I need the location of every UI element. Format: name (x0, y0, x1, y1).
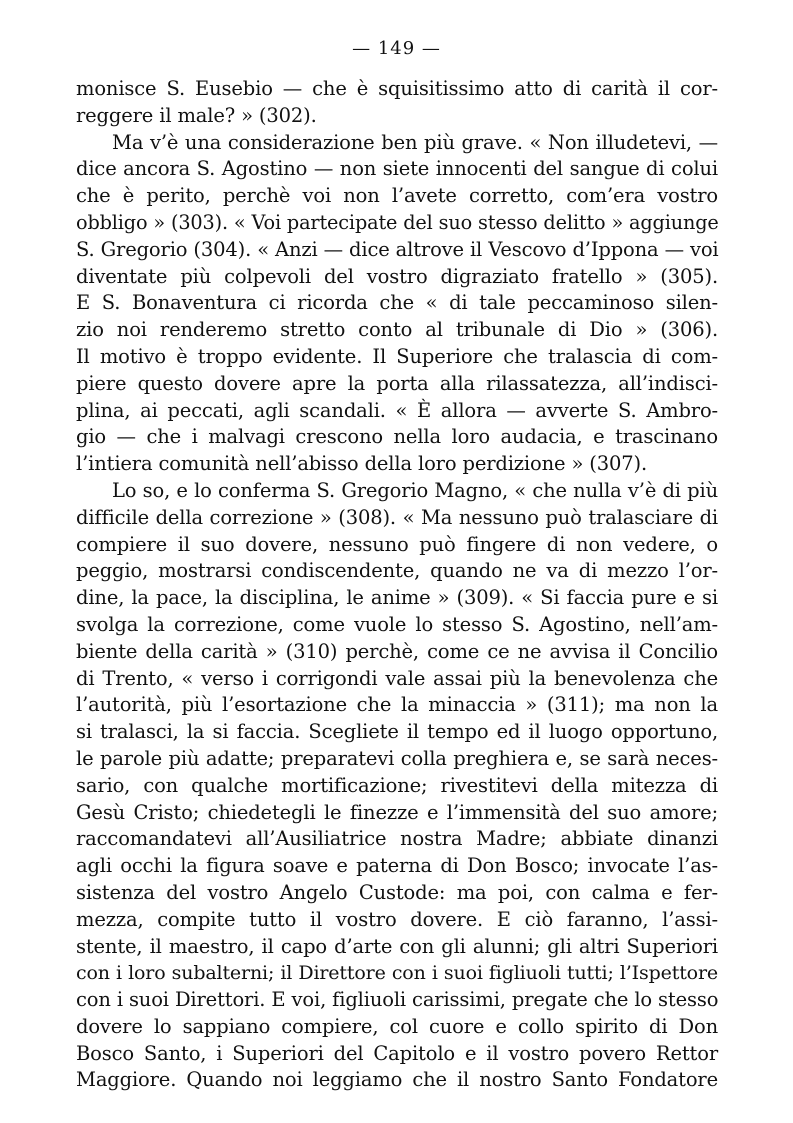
text-line: Maggiore. Quando noi leggiamo che il nostro Santo Fondatore (76, 1068, 718, 1092)
text-line: svolga la correzione, come vuole lo stesso S. Agostino, nell’am- (76, 612, 718, 636)
text-line: obbligo » (303). « Voi partecipate del suo stesso delitto » aggiunge (76, 210, 719, 234)
text-line: gio — che i malvagi crescono nella loro audacia, e trascinano (76, 425, 718, 449)
text-line: agli occhi la figura soave e paterna di Don Bosco; invocate l’as- (76, 854, 718, 878)
text-line: raccomandatevi all’Ausiliatrice nostra Madre; abbiate dinanzi (76, 827, 718, 851)
text-line: Ma v’è una considerazione ben più grave. « Non illudetevi, — (112, 130, 718, 154)
text-line: sistenza del vostro Angelo Custode: ma poi, con calma e fer- (76, 880, 718, 904)
text-line: compiere il suo dovere, nessuno può fingere di non vedere, o (76, 532, 718, 556)
text-line: Bosco Santo, i Superiori del Capitolo e il vostro povero Rettor (76, 1041, 718, 1065)
text-line: con i suoi Direttori. E voi, figliuoli carissimi, pregate che lo stesso (76, 988, 719, 1012)
text-line: E S. Bonaventura ci ricorda che « di tale peccaminoso silen- (76, 291, 718, 315)
text-line: diventate più colpevoli del vostro digraziato fratello » (305). (76, 264, 718, 288)
text-line: le parole più adatte; preparatevi colla preghiera e, se sarà neces- (76, 746, 718, 770)
text-line: plina, ai peccati, agli scandali. « È allora — avverte S. Ambro- (76, 398, 718, 422)
text-line: Gesù Cristo; chiedetegli le finezze e l’immensità del suo amore; (76, 800, 718, 824)
text-line: Lo so, e lo conferma S. Gregorio Magno, « che nulla v’è di più (112, 478, 718, 502)
text-line: l’intiera comunità nell’abisso della loro perdizione » (307). (76, 452, 648, 476)
text-line: Il motivo è troppo evidente. Il Superiore che tralascia di com- (76, 344, 718, 368)
text-line: l’autorità, più l’esortazione che la minaccia » (311); ma non la (76, 693, 718, 717)
text-line: sario, con qualche mortificazione; rivestitevi della mitezza di (76, 773, 718, 797)
text-line: difficile della correzione » (308). « Ma nessuno può tralasciare di (76, 505, 718, 529)
text-line: che è perito, perchè voi non l’avete corretto, com’era vostro (76, 184, 718, 208)
text-line: stente, il maestro, il capo d’arte con gli alunni; gli altri Superiori (76, 934, 718, 958)
text-line: mezza, compite tutto il vostro dovere. E ciò faranno, l’assi- (76, 907, 718, 931)
text-line: di Trento, « verso i corrigondi vale assai più la benevolenza che (76, 666, 718, 690)
text-line: si tralasci, la si faccia. Scegliete il tempo ed il luogo opportuno, (76, 720, 718, 744)
body-text (76, 76, 718, 1094)
text-line: dine, la pace, la disciplina, le anime » (309). « Si faccia pure e si (76, 586, 718, 610)
text-line: monisce S. Eusebio — che è squisitissimo atto di carità il cor- (76, 77, 718, 100)
text-line: piere questo dovere apre la porta alla rilassatezza, all’indisci- (76, 371, 718, 395)
text-line: dovere lo sappiano compiere, col cuore e collo spirito di Don (76, 1014, 718, 1038)
text-line: biente della carità » (310) perchè, come ce ne avvisa il Concilio (76, 639, 718, 663)
text-line: S. Gregorio (304). « Anzi — dice altrove il Vescovo d’Ippona — voi (76, 237, 719, 261)
text-line: con i loro subalterni; il Direttore con i suoi figliuoli tutti; l’Ispettore (76, 962, 718, 985)
text-line: peggio, mostrarsi condiscendente, quando ne va di mezzo l’or- (76, 559, 718, 583)
text-line: zio noi renderemo stretto conto al tribunale di Dio » (306). (76, 318, 718, 342)
text-line: reggere il male? » (302). (76, 103, 317, 127)
text-line: dice ancora S. Agostino — non siete innocenti del sangue di colui (76, 157, 718, 181)
page-number: — 149 — (352, 38, 441, 59)
